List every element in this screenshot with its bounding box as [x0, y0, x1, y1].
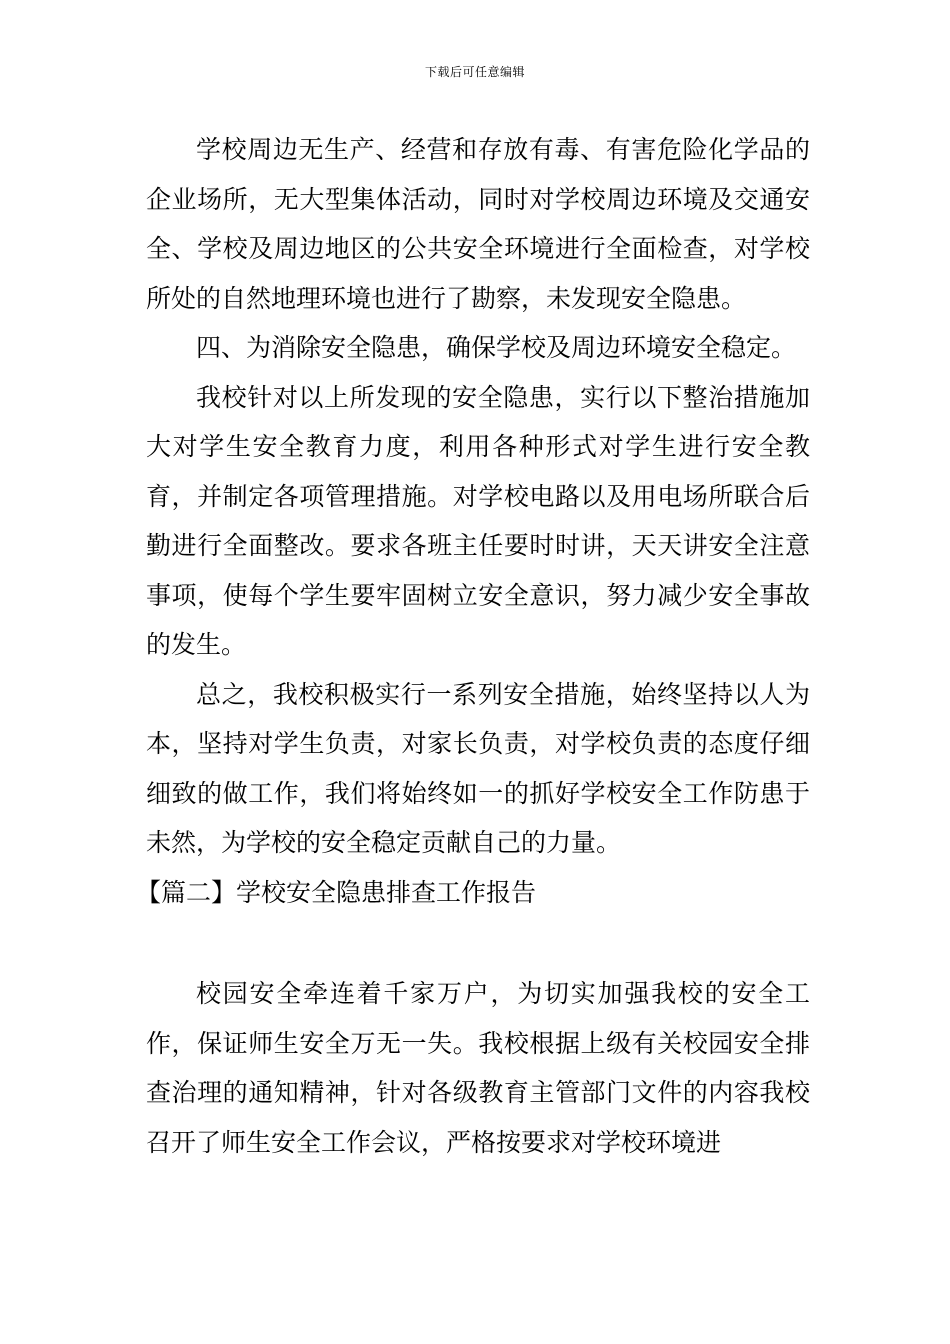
paragraph-campus-safety: 校园安全牵连着千家万户，为切实加强我校的安全工作，保证师生安全万无一失。我校根据上级有关校园安全排查治理的通知精神，针对各级教育主管部门文件的内容我校召开了师生安全工作会议，严格按要求对学校环境进: [146, 979, 810, 1157]
paragraph-summary: 总之，我校积极实行一系列安全措施，始终坚持以人为本，坚持对学生负责，对家长负责，对学校负责的态度仔细细致的做工作，我们将始终如一的抓好学校安全工作防患于未然，为学校的安全稳定贡献自己的力量。: [146, 679, 810, 857]
paragraph-measures: 我校针对以上所发现的安全隐患，实行以下整治措施加大对学生安全教育力度，利用各种形式对学生进行安全教育，并制定各项管理措施。对学校电路以及用电场所联合后勤进行全面整改。要求各班主任要时时讲，天天讲安全注意事项，使每个学生要牢固树立安全意识，努力减少安全事故的发生。: [146, 382, 810, 659]
paragraph-heading-four: 四、为消除安全隐患，确保学校及周边环境安全稳定。: [196, 333, 797, 362]
page-header: 下载后可任意编辑: [424, 65, 525, 79]
document-body: [136, 125, 810, 1167]
section-title: 【篇二】学校安全隐患排查工作报告: [136, 877, 537, 907]
paragraph-surroundings: 学校周边无生产、经营和存放有毒、有害危险化学品的企业场所，无大型集体活动，同时对学校周边环境及交通安全、学校及周边地区的公共安全环境进行全面检查，对学校所处的自然地理环境也进行了勘察，未发现安全隐患。: [146, 135, 810, 313]
